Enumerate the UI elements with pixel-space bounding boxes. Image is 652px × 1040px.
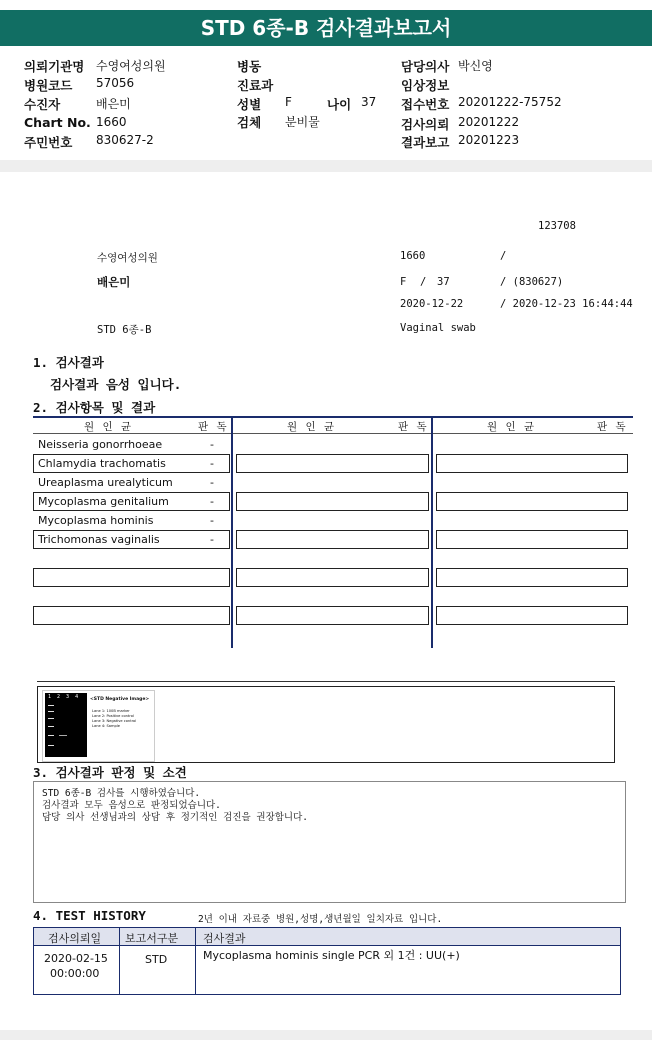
gel-caption-line: Lane 3: Negative control xyxy=(92,719,137,723)
table-divider-2 xyxy=(431,416,433,648)
header-label-hospital-code: 병원코드 xyxy=(24,78,73,93)
gel-band xyxy=(48,705,54,706)
section4-title: 4. TEST HISTORY xyxy=(33,908,146,923)
info-code: 123708 xyxy=(538,220,576,232)
gel-lane-numbers: 1 2 3 4 xyxy=(48,694,79,700)
header-label-report-date: 결과보고 xyxy=(401,135,450,150)
pathogen-result: - xyxy=(210,495,214,508)
info-date2: / 2020-12-23 16:44:44 xyxy=(500,298,633,310)
header-label-clinical-info: 임상정보 xyxy=(401,78,450,93)
report-title: STD 6종-B 검사결과보고서 xyxy=(0,10,652,46)
header-value-sex: F xyxy=(285,95,292,109)
info-specimen: Vaginal swab xyxy=(400,322,476,334)
header-value-receipt-no: 20201222-75752 xyxy=(458,95,562,109)
pathogen-name: Mycoplasma hominis xyxy=(38,514,154,527)
header-value-age: 37 xyxy=(361,95,377,109)
row-box-8-col1 xyxy=(33,568,230,587)
info-hospital: 수영여성의원 xyxy=(97,252,158,264)
header-label-doctor: 담당의사 xyxy=(401,59,450,74)
row-box-10-col3 xyxy=(436,606,628,625)
header-label-sex: 성별 xyxy=(237,97,262,112)
section1-title: 1. 검사결과 xyxy=(33,355,104,370)
header-label-receipt-no: 접수번호 xyxy=(401,97,450,112)
gel-top-line xyxy=(37,681,615,682)
comment-line: 검사결과 모두 음성으로 판정되었습니다. xyxy=(42,800,221,811)
comment-line: 담당 의사 선생님과의 상담 후 정기적인 검진을 권장합니다. xyxy=(42,812,309,823)
history-time: 00:00:00 xyxy=(50,967,100,980)
th-result-3: 판 독 xyxy=(597,421,627,433)
gel-band xyxy=(48,718,54,719)
section2-title: 2. 검사항목 및 결과 xyxy=(33,400,156,415)
row-box-10-col2 xyxy=(236,606,429,625)
row-box-2-col3 xyxy=(436,454,628,473)
header-value-request-date: 20201222 xyxy=(458,115,520,129)
history-date: 2020-02-15 xyxy=(44,952,108,965)
header-label-rrn: 주민번호 xyxy=(24,135,73,150)
gel-caption-title: <STD Negative Image> xyxy=(90,697,150,702)
info-test-name: STD 6종-B xyxy=(97,324,152,336)
header-value-specimen: 분비물 xyxy=(285,115,320,129)
info-date1: 2020-12-22 xyxy=(400,298,464,310)
header-separator xyxy=(0,160,652,172)
gel-band xyxy=(48,711,54,712)
th-pathogen-1: 원 인 균 xyxy=(84,421,133,433)
section4-note: 2년 이내 자료중 병원,성명,생년월일 일치자료 입니다. xyxy=(198,914,443,925)
row-box-4-col3 xyxy=(436,492,628,511)
header-label-request-date: 검사의뢰 xyxy=(401,117,450,132)
row-box-8-col2 xyxy=(236,568,429,587)
gel-caption-lines xyxy=(92,709,136,729)
bottom-bar xyxy=(0,1030,652,1040)
header-label-patient: 수진자 xyxy=(24,97,61,112)
history-type: STD xyxy=(145,953,168,966)
row-box-10-col1 xyxy=(33,606,230,625)
info-patient: 배은미 xyxy=(97,275,131,289)
info-sex: F xyxy=(400,276,407,288)
history-header-row xyxy=(34,928,620,946)
header-label-dept: 진료과 xyxy=(237,78,274,93)
pathogen-name: Trichomonas vaginalis xyxy=(38,533,160,546)
gel-band xyxy=(48,745,54,746)
info-age: 37 xyxy=(437,276,450,288)
header-value-hospital: 수영여성의원 xyxy=(96,59,166,73)
header-label-hospital: 의뢰기관명 xyxy=(24,59,85,74)
gel-band xyxy=(59,735,67,736)
section1-text: 검사결과 음성 입니다. xyxy=(50,377,182,392)
th-pathogen-3: 원 인 균 xyxy=(487,421,536,433)
pathogen-name: Mycoplasma genitalium xyxy=(38,495,169,508)
header-value-report-date: 20201223 xyxy=(458,133,520,147)
header-value-patient: 배은미 xyxy=(96,97,131,111)
history-th-date: 검사의뢰일 xyxy=(48,932,102,945)
comment-line: STD 6종-B 검사를 시행하였습니다. xyxy=(42,788,201,799)
comment-lines xyxy=(42,788,308,824)
history-th-result: 검사결과 xyxy=(203,932,246,945)
history-result: Mycoplasma hominis single PCR 외 1건 : UU(+) xyxy=(203,949,460,962)
pathogen-name: Ureaplasma urealyticum xyxy=(38,476,173,489)
history-th-type: 보고서구분 xyxy=(125,932,179,945)
section3-title: 3. 검사결과 판정 및 소견 xyxy=(33,765,187,780)
history-col-divider-2 xyxy=(195,928,196,994)
gel-caption-line: Lane 4: Sample xyxy=(92,724,120,728)
pathogen-result: - xyxy=(210,514,214,527)
header-label-chart: Chart No. xyxy=(24,115,91,130)
pathogen-result: - xyxy=(210,476,214,489)
header-label-age: 나이 xyxy=(327,97,352,112)
pathogen-result: - xyxy=(210,438,214,451)
table-divider-1 xyxy=(231,416,233,648)
comment-box xyxy=(33,781,626,903)
header-value-hospital-code: 57056 xyxy=(96,76,135,90)
info-id: / (830627) xyxy=(500,276,564,288)
header-value-chart: 1660 xyxy=(96,115,127,129)
th-pathogen-2: 원 인 균 xyxy=(287,421,336,433)
pathogen-name: Chlamydia trachomatis xyxy=(38,457,166,470)
history-table xyxy=(33,927,621,995)
pathogen-result: - xyxy=(210,457,214,470)
pathogen-result: - xyxy=(210,533,214,546)
header-label-specimen: 검체 xyxy=(237,115,262,130)
pathogen-name: Neisseria gonorrhoeae xyxy=(38,438,163,451)
gel-band xyxy=(48,735,54,736)
info-sep: / xyxy=(420,276,427,288)
gel-image xyxy=(42,690,155,762)
info-slash: / xyxy=(500,250,507,262)
header-value-rrn: 830627-2 xyxy=(96,133,154,147)
header-label-ward: 병동 xyxy=(237,59,262,74)
row-box-6-col2 xyxy=(236,530,429,549)
header-value-doctor: 박신영 xyxy=(458,59,493,73)
history-col-divider-1 xyxy=(119,928,120,994)
th-result-2: 판 독 xyxy=(398,421,428,433)
gel-band xyxy=(48,726,54,727)
table-top-line xyxy=(33,416,633,418)
row-box-2-col2 xyxy=(236,454,429,473)
row-box-4-col2 xyxy=(236,492,429,511)
gel-caption-line: Lane 1: 100B marker xyxy=(92,709,130,713)
gel-caption-line: Lane 2: Positive control xyxy=(92,714,134,718)
gel-electrophoresis-picture xyxy=(45,693,87,757)
row-box-8-col3 xyxy=(436,568,628,587)
row-box-6-col3 xyxy=(436,530,628,549)
th-result-1: 판 독 xyxy=(198,421,228,433)
info-chart: 1660 xyxy=(400,250,426,262)
